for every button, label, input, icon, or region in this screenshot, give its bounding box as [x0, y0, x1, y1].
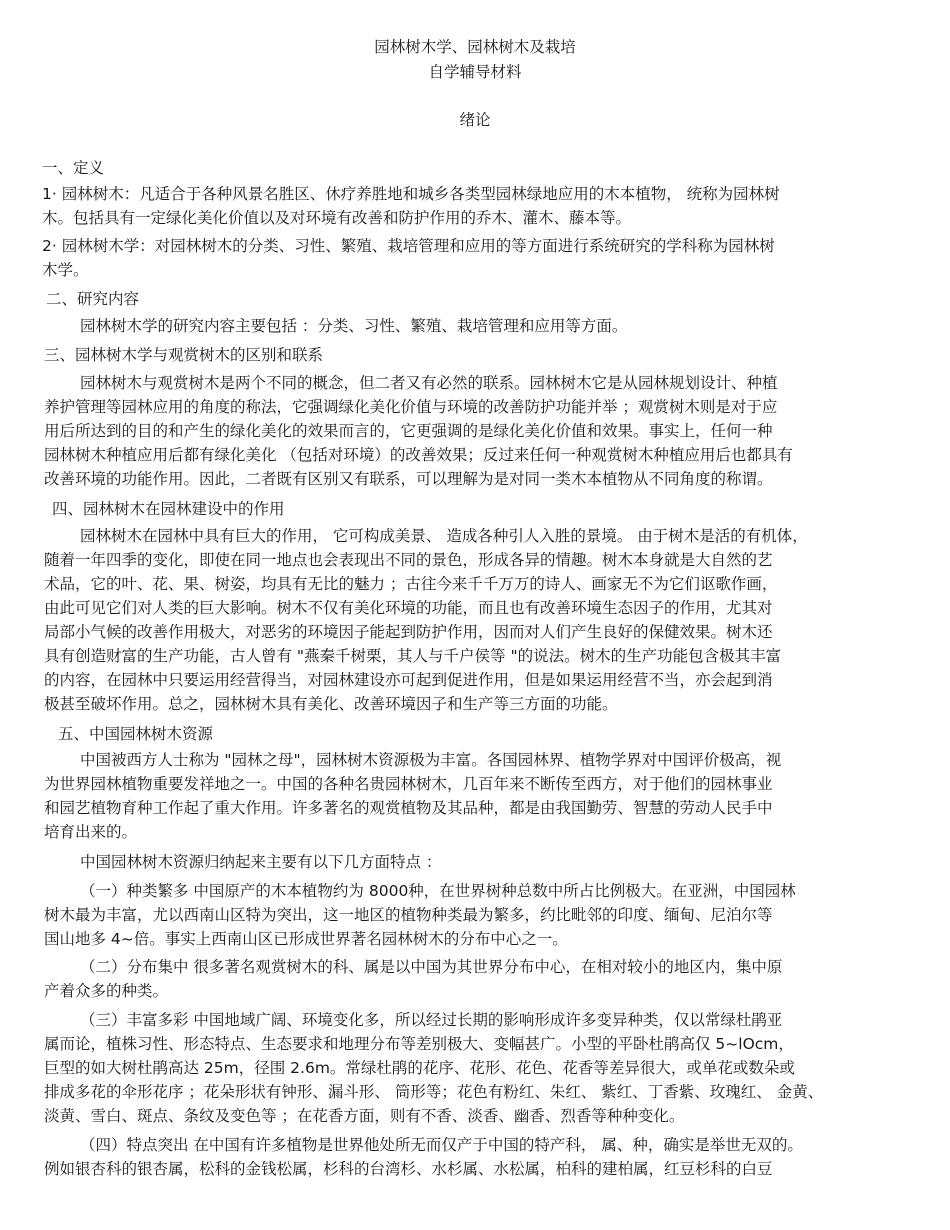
text-line: 园林树木与观赏树木是两个不同的概念，但二者又有必然的联系。园林树木它是从园林规划设计、种植 — [80, 374, 778, 392]
text-line: 改善环境的功能作用。因此，二者既有区别又有联系，可以理解为是对同一类木本植物从不同角度的称谓。 — [44, 470, 773, 488]
text-line: 的内容，在园林中只要运用经营得当，对园林建设亦可起到促进作用，但是如果运用经营不当，亦会起到消 — [44, 671, 773, 689]
document-subtitle: 自学辅导材料 — [428, 63, 522, 81]
section-heading: 二、研究内容 — [46, 290, 140, 308]
text-line: （一）种类繁多 中国原产的木本植物约为 8000种，在世界树种总数中所占比例极大。在亚洲，中国园林 — [80, 882, 796, 900]
text-line: 中国园林树木资源归纳起来主要有以下几方面特点 ： — [80, 853, 442, 871]
chapter-heading: 绪论 — [459, 111, 491, 129]
text-line: 1· 园林树木：凡适合于各种风景名胜区、休疗养胜地和城乡各类型园林绿地应用的木本植物， 统称为园林树 — [42, 185, 780, 203]
text-line: 极甚至破坏作用。总之，园林树木具有美化、改善环境因子和生产等三方面的功能。 — [44, 695, 618, 713]
text-line: 国山地多 4~倍。事实上西南山区已形成世界著名园林树木的分布中心之一。 — [44, 930, 568, 948]
section-heading: 五、中国园林树木资源 — [58, 725, 214, 743]
section-heading: 三、园林树木学与观赏树木的区别和联系 — [44, 346, 324, 364]
text-line: 中国被西方人士称为 "园林之母"，园林树木资源极为丰富。各国园林界、植物学界对中国评价极高，视 — [80, 751, 782, 769]
text-line: 例如银杏科的银杏属，松科的金钱松属，杉科的台湾杉、水杉属、水松属，柏科的建柏属，红豆杉科的白豆 — [44, 1160, 773, 1178]
text-line: 排成多花的伞形花序 ；花朵形状有钟形、漏斗形、 筒形等；花色有粉红、朱红、 紫红、丁香紫、玫瑰红、 金黄、 — [44, 1083, 824, 1101]
text-line: 养护管理等园林应用的角度的称法，它强调绿化美化价值与环境的改善防护功能并举 ；观赏树木则是对于应 — [44, 398, 778, 416]
text-line: 术品，它的叶、花、果、树姿，均具有无比的魅力 ；古往今来千千万万的诗人、画家无不为它们讴歌作画， — [44, 575, 778, 593]
text-line: （二）分布集中 很多著名观赏树木的科、属是以中国为其世界分布中心，在相对较小的地区内，集中原 — [80, 958, 783, 976]
text-line: 园林树木学的研究内容主要包括 ：分类、习性、繁殖、栽培管理和应用等方面。 — [80, 317, 628, 335]
section-heading: 四、园林树木在园林建设中的作用 — [52, 500, 285, 518]
text-line: 2· 园林树木学：对园林树木的分类、习性、繁殖、栽培管理和应用的等方面进行系统研究的学科称为园林树 — [42, 237, 775, 255]
text-line: 树木最为丰富，尤以西南山区特为突出，这一地区的植物种类最为繁多，约比毗邻的印度、缅甸、尼泊尔等 — [44, 906, 773, 924]
text-line: 和园艺植物育种工作起了重大作用。许多著名的观赏植物及其品种，都是由我国勤劳、智慧的劳动人民手中 — [44, 799, 773, 817]
text-line: 随着一年四季的变化，即使在同一地点也会表现出不同的景色，形成各异的情趣。树木本身就是大自然的艺 — [44, 551, 773, 569]
text-line: 为世界园林植物重要发祥地之一。中国的各种名贵园林树木，几百年来不断传至西方，对于他们的园林事业 — [44, 775, 773, 793]
text-line: 产着众多的种类。 — [44, 982, 169, 1000]
text-line: 用后所达到的目的和产生的绿化美化的效果而言的，它更强调的是绿化美化价值和效果。事实上，任何一种 — [44, 422, 773, 440]
text-line: 局部小气候的改善作用极大，对恶劣的环境因子能起到防护作用，因而对人们产生良好的保健效果。树木还 — [44, 623, 773, 641]
text-line: 木。包括具有一定绿化美化价值以及对环境有改善和防护作用的乔木、灌木、藤本等。 — [42, 209, 632, 227]
text-line: 由此可见它们对人类的巨大影响。树木不仅有美化环境的功能，而且也有改善环境生态因子的作用，尤其对 — [44, 599, 773, 617]
document-title: 园林树木学、园林树木及栽培 — [374, 38, 576, 56]
text-line: 园林树木在园林中具有巨大的作用， 它可构成美景、 造成各种引人入胜的景境。 由于树木是活的有机体， — [80, 527, 808, 545]
text-line: 培育出来的。 — [44, 823, 138, 841]
text-line: 属而论，植株习性、形态特点、生态要求和地理分布等差别极大、变幅甚广。小型的平卧杜鹃高仅 5~lOcm， — [44, 1035, 794, 1053]
text-line: 具有创造财富的生产功能，古人曾有 "燕秦千树栗，其人与千户侯等 "的说法。树木的生产功能包含极其丰富 — [44, 647, 782, 665]
section-heading: 一、定义 — [42, 159, 105, 177]
text-line: （三）丰富多彩 中国地域广阔、环境变化多，所以经过长期的影响形成许多变异种类，仅以常绿杜鹃亚 — [80, 1011, 783, 1029]
text-line: 木学。 — [42, 261, 89, 279]
text-line: 园林树木种植应用后都有绿化美化 （包括对环境）的改善效果；反过来任何一种观赏树木种植应用后也都具有 — [44, 446, 793, 464]
text-line: 淡黄、雪白、斑点、条纹及变色等 ；在花香方面，则有不香、淡香、幽香、烈香等种种变化。 — [44, 1107, 685, 1125]
text-line: （四）特点突出 在中国有许多植物是世界他处所无而仅产于中国的特产科， 属、种，确实是举世无双的。 — [80, 1136, 803, 1154]
text-line: 巨型的如大树杜鹃高达 25m，径围 2.6m。常绿杜鹃的花序、花形、花色、花香等差异很大，或单花或数朵或 — [44, 1059, 795, 1077]
